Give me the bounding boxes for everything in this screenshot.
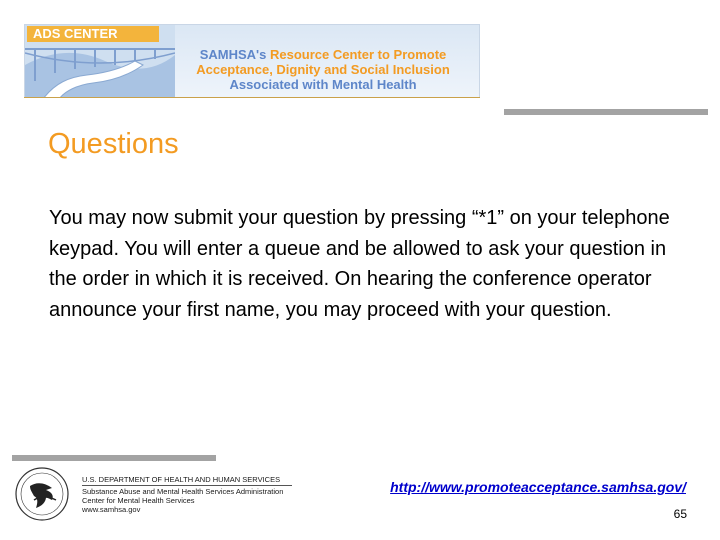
header-divider xyxy=(24,97,480,98)
banner-title xyxy=(173,47,473,92)
banner-line-2: Acceptance, Dignity and Social Inclusion xyxy=(196,62,450,77)
slide-body-text: You may now submit your question by pressing “*1” on your telephone keypad. You will enter a queue and be allowed to ask your question in the order in which it is received. On hearing the conference operator announce your first name, you may proceed with your question. xyxy=(49,207,670,321)
header-banner xyxy=(24,24,480,98)
hhs-website-line: www.samhsa.gov xyxy=(82,505,141,514)
page-number: 65 xyxy=(673,507,687,521)
header-accent-bar xyxy=(504,109,708,115)
hhs-logo xyxy=(10,466,300,522)
banner-brand: SAMHSA's xyxy=(199,47,267,62)
banner-line-3: Associated with Mental Health xyxy=(229,77,417,92)
slide-title: Questions xyxy=(48,128,179,160)
banner-line-1 xyxy=(173,47,473,62)
hhs-agency-text xyxy=(82,475,302,514)
hhs-cmhs-line: Center for Mental Health Services xyxy=(82,496,195,505)
banner-line-1-rest: Resource Center to Promote xyxy=(270,47,447,62)
website-link[interactable]: http://www.promoteacceptance.samhsa.gov/ xyxy=(390,479,686,495)
hhs-divider xyxy=(82,485,292,486)
hhs-department-line: U.S. DEPARTMENT OF HEALTH AND HUMAN SERVICES xyxy=(82,475,281,484)
ads-center-logo: ADS CENTER xyxy=(27,26,159,42)
hhs-eagle-icon xyxy=(12,466,76,522)
hhs-samhsa-line: Substance Abuse and Mental Health Services Administration xyxy=(82,487,284,496)
footer-accent-bar xyxy=(12,455,216,461)
